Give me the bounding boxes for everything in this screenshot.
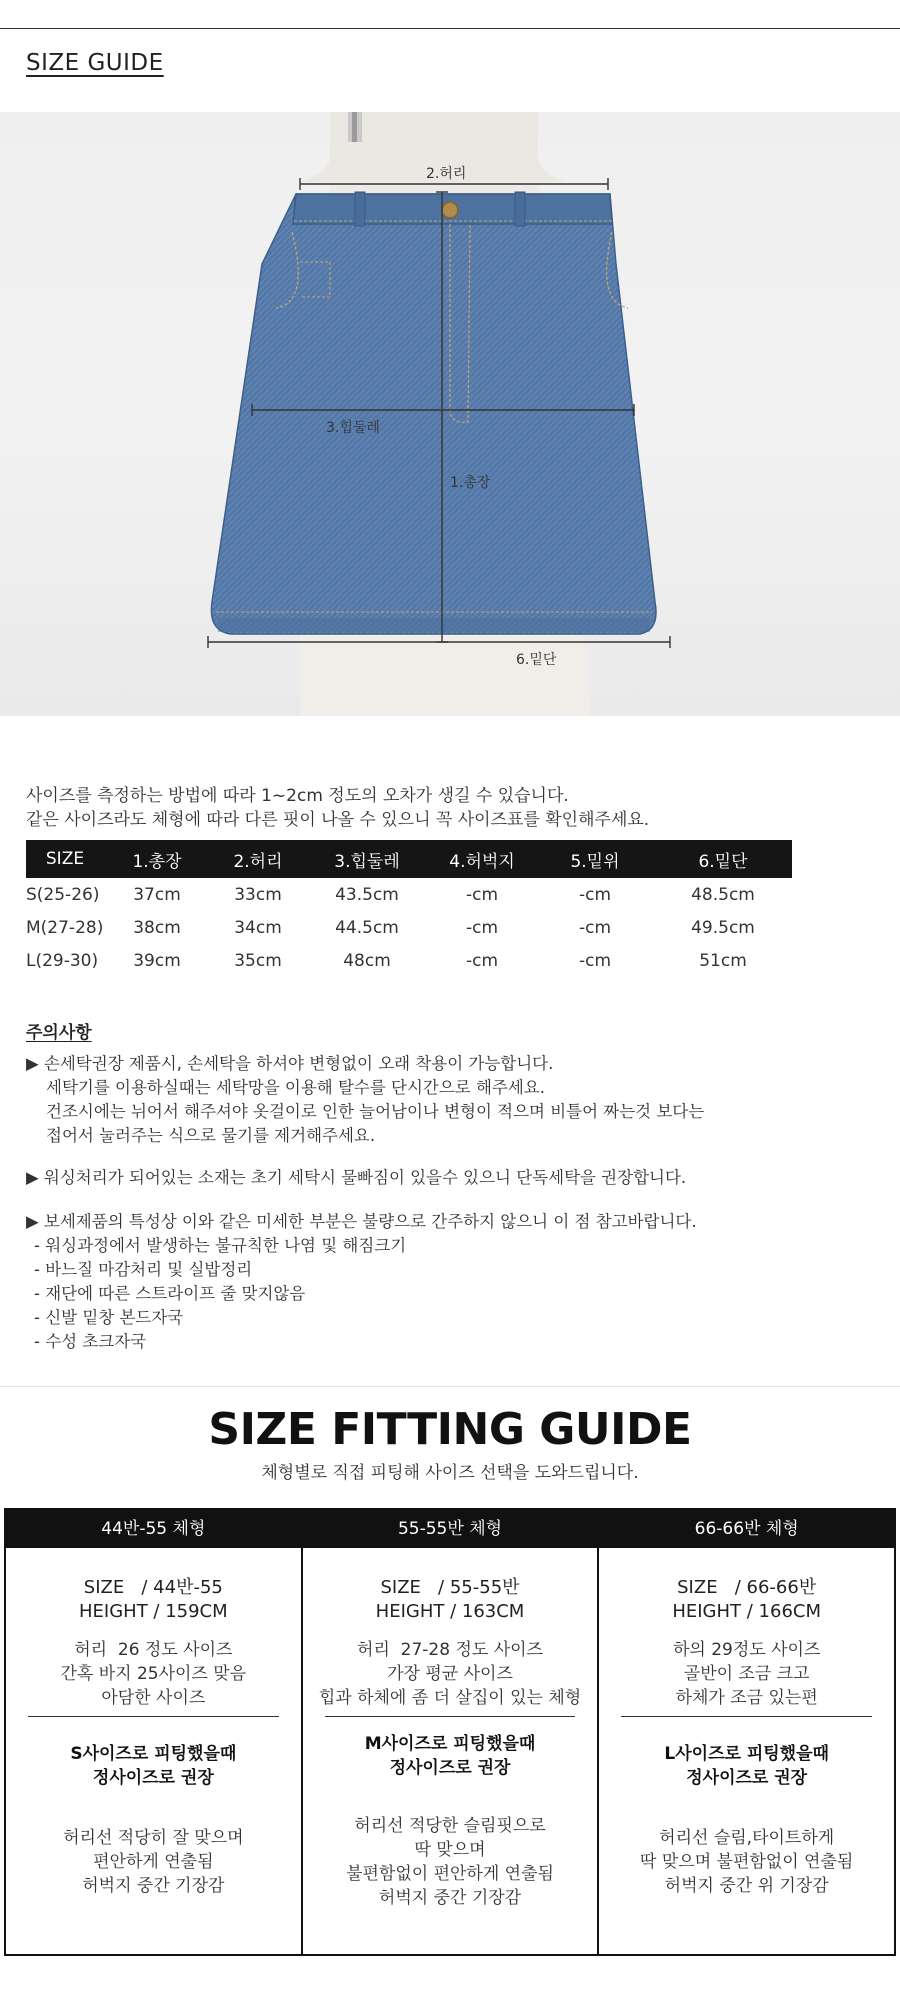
body-type-description xyxy=(599,1638,894,1710)
recommendation-line: S사이즈로 피팅했을때 xyxy=(70,1744,237,1764)
caution-block-dye xyxy=(26,1166,686,1190)
table-row xyxy=(26,944,792,977)
recommendation-line: 정사이즈로 권장 xyxy=(389,1758,511,1778)
hem-label: 6.밑단 xyxy=(516,652,557,668)
caution-list-item: - 신발 밑창 본드자국 xyxy=(34,1308,184,1327)
model-height: HEIGHT / 159CM xyxy=(79,1601,228,1622)
description-line: 하의 29정도 사이즈 xyxy=(672,1640,821,1660)
description-line: 가장 평균 사이즈 xyxy=(387,1664,513,1684)
fitting-column xyxy=(6,1510,303,1954)
description-line: 아담한 사이즈 xyxy=(101,1688,206,1708)
fitting-column-header: 44반-55 체형 xyxy=(6,1510,301,1548)
header-cell: 1.총장 xyxy=(104,840,210,878)
size-guide-title: SIZE GUIDE xyxy=(26,50,164,76)
value-cell: -cm xyxy=(578,950,612,971)
model-size: SIZE / 66-66반 xyxy=(677,1577,817,1598)
fit-recommendation xyxy=(6,1742,301,1790)
value-cell: -cm xyxy=(465,884,499,905)
value-cell: 38cm xyxy=(133,917,181,938)
caution-list-item: - 수성 초크자국 xyxy=(34,1332,147,1351)
body-type-description xyxy=(6,1638,301,1710)
measurement-notes xyxy=(26,784,649,832)
caution-title: 주의사항 xyxy=(26,1023,92,1043)
product-photo xyxy=(0,112,900,716)
fit-line: 허벅지 중간 기장감 xyxy=(82,1876,225,1896)
model-spec xyxy=(303,1576,598,1624)
caution-line: ▶ 워싱처리가 되어있는 소재는 초기 세탁시 물빠짐이 있을수 있으니 단독세탁을 권장합니다. xyxy=(26,1168,687,1187)
model-height: HEIGHT / 166CM xyxy=(672,1601,822,1622)
value-cell: -cm xyxy=(578,884,612,905)
fit-line: 불편함없이 편안하게 연출됨 xyxy=(346,1864,554,1884)
value-cell: -cm xyxy=(465,950,499,971)
caution-line: ▶ 손세탁권장 제품시, 손세탁을 하셔야 변형없이 오래 착용이 가능합니다. xyxy=(26,1054,554,1073)
fit-description xyxy=(303,1814,598,1910)
caution-block-washing xyxy=(26,1052,704,1148)
waist-label: 2.허리 xyxy=(426,166,467,182)
fitting-guide-subtitle: 체형별로 직접 피팅해 사이즈 선택을 도와드립니다. xyxy=(261,1463,639,1483)
recommendation-line: L사이즈로 피팅했을때 xyxy=(664,1744,829,1764)
header-cell: 6.밑단 xyxy=(654,840,792,878)
note-line: 같은 사이즈라도 체형에 따라 다른 핏이 나올 수 있으니 꼭 사이즈표를 확인해주세요. xyxy=(26,810,650,830)
fit-description xyxy=(6,1826,301,1898)
fitting-table xyxy=(4,1508,896,1956)
hip-label: 3.힙둘레 xyxy=(326,420,380,436)
value-cell: 48cm xyxy=(343,950,391,971)
fit-line: 허벅지 중간 기장감 xyxy=(378,1888,522,1908)
fit-line: 허리선 적당한 슬림핏으로 xyxy=(354,1816,546,1836)
fit-recommendation xyxy=(303,1732,598,1780)
value-cell: 35cm xyxy=(234,950,282,971)
fit-line: 허벅지 중간 위 기장감 xyxy=(664,1876,829,1896)
fitting-column xyxy=(303,1510,600,1954)
model-spec xyxy=(599,1576,894,1624)
recommendation-line: 정사이즈로 권장 xyxy=(92,1768,214,1788)
recommendation-line: M사이즈로 피팅했을때 xyxy=(364,1734,536,1754)
value-cell: 49.5cm xyxy=(691,917,755,938)
caution-list-item: - 바느질 마감처리 및 실밥정리 xyxy=(34,1260,253,1279)
total-length-label: 1.총장 xyxy=(450,475,491,491)
header-cell: 4.허벅지 xyxy=(428,840,536,878)
model-spec xyxy=(6,1576,301,1624)
value-cell: 44.5cm xyxy=(335,917,399,938)
table-row xyxy=(26,878,792,911)
column-divider xyxy=(621,1716,872,1717)
description-line: 하체가 조금 있는편 xyxy=(675,1688,818,1708)
value-cell: 43.5cm xyxy=(335,884,399,905)
caution-block-defects xyxy=(26,1210,697,1354)
caution-list-item: - 재단에 따른 스트라이프 줄 맞지않음 xyxy=(34,1284,306,1303)
description-line: 골반이 조금 크고 xyxy=(683,1664,810,1684)
fitting-column-header: 55-55반 체형 xyxy=(303,1510,598,1548)
fitting-column xyxy=(599,1510,894,1954)
value-cell: 51cm xyxy=(699,950,747,971)
header-cell: 5.밑위 xyxy=(536,840,654,878)
value-cell: 39cm xyxy=(133,950,181,971)
model-size: SIZE / 44반-55 xyxy=(83,1577,223,1598)
size-cell: S(25-26) xyxy=(26,884,100,905)
size-cell: L(29-30) xyxy=(26,950,99,971)
note-line: 사이즈를 측정하는 방법에 따라 1~2cm 정도의 오차가 생길 수 있습니다. xyxy=(26,786,569,806)
section-divider xyxy=(0,1386,900,1387)
top-divider xyxy=(0,28,900,29)
header-cell: 3.힙둘레 xyxy=(306,840,428,878)
description-line: 허리 27-28 정도 사이즈 xyxy=(357,1640,543,1660)
fit-description xyxy=(599,1826,894,1898)
skirt-illustration xyxy=(0,112,900,716)
header-cell: 2.허리 xyxy=(210,840,306,878)
header-cell: SIZE xyxy=(26,840,104,878)
size-cell: M(27-28) xyxy=(26,917,104,938)
fit-line: 딱 맞으며 xyxy=(414,1840,486,1860)
size-table-header xyxy=(26,840,792,878)
fit-line: 허리선 적당히 잘 맞으며 xyxy=(63,1828,244,1848)
fit-line: 허리선 슬림,타이트하게 xyxy=(659,1828,835,1848)
value-cell: -cm xyxy=(578,917,612,938)
fitting-column-header: 66-66반 체형 xyxy=(599,1510,894,1548)
column-divider xyxy=(325,1716,576,1717)
fit-line: 딱 맞으며 불편함없이 연출됨 xyxy=(640,1852,854,1872)
description-line: 허리 26 정도 사이즈 xyxy=(74,1640,233,1660)
value-cell: -cm xyxy=(465,917,499,938)
description-line: 힙과 하체에 좀 더 살집이 있는 체형 xyxy=(318,1688,582,1708)
caution-line: ▶ 보세제품의 특성상 이와 같은 미세한 부분은 불량으로 간주하지 않으니 이 점 참고바랍니다. xyxy=(26,1212,697,1231)
caution-list-item: - 워싱과정에서 발생하는 불규칙한 나염 및 해짐크기 xyxy=(34,1236,407,1255)
value-cell: 33cm xyxy=(234,884,282,905)
caution-line: 접어서 눌러주는 식으로 물기를 제거해주세요. xyxy=(46,1126,376,1145)
recommendation-line: 정사이즈로 권장 xyxy=(686,1768,808,1788)
size-table xyxy=(26,840,792,977)
caution-line: 건조시에는 뉘어서 해주셔야 옷걸이로 인한 늘어남이나 변형이 적으며 비틀어 짜는것 보다는 xyxy=(46,1102,705,1121)
value-cell: 34cm xyxy=(234,917,282,938)
model-height: HEIGHT / 163CM xyxy=(375,1601,525,1622)
table-row xyxy=(26,911,792,944)
fit-recommendation xyxy=(599,1742,894,1790)
column-divider xyxy=(28,1716,279,1717)
fitting-guide-title: SIZE FITTING GUIDE xyxy=(208,1404,692,1455)
model-size: SIZE / 55-55반 xyxy=(380,1577,520,1598)
caution-line: 세탁기를 이용하실때는 세탁망을 이용해 탈수를 단시간으로 해주세요. xyxy=(46,1078,545,1097)
description-line: 간혹 바지 25사이즈 맞음 xyxy=(60,1664,247,1684)
fit-line: 편안하게 연출됨 xyxy=(93,1852,214,1872)
body-type-description xyxy=(303,1638,598,1710)
value-cell: 48.5cm xyxy=(691,884,755,905)
value-cell: 37cm xyxy=(133,884,181,905)
